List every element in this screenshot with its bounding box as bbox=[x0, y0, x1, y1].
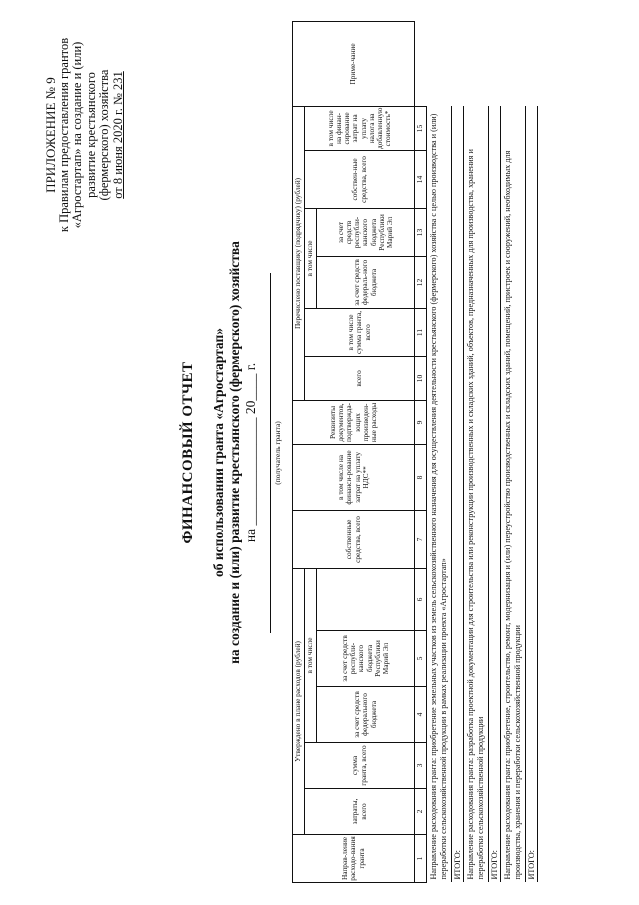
direction-row-design-docs: Направление расходования гранта: разработка проектной документации для строительства или реконструкции производственных и складских зданий, объектов, предназначенных для производства, хранения и переработки сельскохозяйственной продукции bbox=[464, 106, 489, 882]
recipient-caption: (получатель гранта) bbox=[273, 421, 282, 485]
col-number: 12 bbox=[415, 256, 427, 308]
direction-row-land: Направление расходования гранта: приобретение земельных участков из земель сельскохозяйственного назначения для осуществления деятельности крестьянского (фермерского) хозяйства с целью производства и (или) переработки сельскохозяйственной продукции в рамках реализации проекта «Агростартап» bbox=[427, 106, 452, 882]
col-number: 13 bbox=[415, 208, 427, 256]
financial-report-table bbox=[292, 21, 538, 883]
appendix-line: развитие крестьянского bbox=[83, 72, 98, 198]
header-including: в том числе bbox=[305, 568, 317, 742]
report-subtitle: об использовании гранта «Агростартап» bbox=[211, 328, 226, 577]
col-number: 10 bbox=[415, 356, 427, 400]
col-number: 3 bbox=[415, 743, 427, 789]
header-costs: затраты, всего bbox=[305, 789, 415, 835]
col-number: 11 bbox=[415, 308, 427, 356]
report-subtitle-2: на создание и (или) развитие крестьянского (фермерского) хозяйства bbox=[227, 241, 242, 664]
header-note: Приме-чание bbox=[293, 22, 415, 107]
report-title: ФИНАНСОВЫЙ ОТЧЕТ bbox=[180, 361, 196, 544]
col-number: 1 bbox=[415, 835, 427, 883]
report-title-block bbox=[180, 0, 259, 905]
total-row: ИТОГО: bbox=[452, 106, 464, 882]
col-number: 14 bbox=[415, 150, 427, 208]
col-number: 4 bbox=[415, 687, 427, 743]
header-own-funds-2: собствен-ные средства, всего bbox=[305, 150, 415, 208]
appendix-line: «Агростартап» на создание и (или) bbox=[70, 41, 85, 229]
appendix-line: (фермерского) хозяйства bbox=[97, 69, 112, 201]
header-federal: за счет средств федерального бюджета bbox=[317, 687, 415, 743]
header-direction: Направ-ление расходо-вания гранта bbox=[293, 835, 415, 883]
header-transferred: Перечислено поставщику (подрядчику) (рублей) bbox=[293, 106, 305, 400]
header-own-funds: собственные средства, всего bbox=[293, 510, 415, 568]
header-vat-2: в том числе на финан-сирование затрат на уплату налога на добавленную стоимость* bbox=[305, 106, 415, 150]
appendix-title: ПРИЛОЖЕНИЕ № 9 bbox=[43, 77, 58, 193]
direction-row-construction: Направление расходования гранта: приобретение, строительство, ремонт, модернизация и (или) переустройство производственных и складских зданий, помещений, пристроек и сооружений, необходимых для производства, хранения и переработки сельскохозяйственной продукции bbox=[501, 106, 526, 882]
total-row: ИТОГО: bbox=[489, 106, 501, 882]
header-documents: Реквизиты документов, подтвержда-ющих произведен-ные расходы bbox=[293, 400, 415, 444]
col-number: 15 bbox=[415, 106, 427, 150]
recipient-underline bbox=[270, 273, 271, 633]
appendix-block bbox=[44, 10, 126, 260]
col-number: 6 bbox=[415, 568, 427, 630]
col-number: 8 bbox=[415, 444, 427, 510]
header-republic-2: за счет средств республи-канского бюджета Республики Марий Эл bbox=[317, 208, 415, 256]
header-approved-plan: Утверждено в плане расходов (рублей) bbox=[293, 568, 305, 834]
header-federal-2: за счет средств федераль-ного бюджета bbox=[317, 256, 415, 308]
header-republic: за счет средств республи-канского бюджета Республики Марий Эл bbox=[317, 631, 415, 687]
header-total: всего bbox=[305, 356, 415, 400]
col-number: 9 bbox=[415, 400, 427, 444]
header-blank bbox=[317, 568, 415, 630]
report-period-line: на ________________ 20____ г. bbox=[243, 362, 258, 543]
col-number: 7 bbox=[415, 510, 427, 568]
appendix-line: к Правилам предоставления грантов bbox=[56, 37, 71, 233]
header-grant-sum: сумма гранта, всего bbox=[305, 743, 415, 789]
appendix-date-line: от 8 июня 2020 г. № 231 bbox=[110, 71, 125, 199]
header-grant-sum-2: в том числе сумма гранта, всего bbox=[305, 308, 415, 356]
header-vat: в том числе на финанси-рование затрат на уплату НДС** bbox=[293, 444, 415, 510]
total-row: ИТОГО: bbox=[526, 106, 538, 882]
header-including-2: в том числе bbox=[305, 208, 317, 308]
col-number: 2 bbox=[415, 789, 427, 835]
col-number: 5 bbox=[415, 631, 427, 687]
